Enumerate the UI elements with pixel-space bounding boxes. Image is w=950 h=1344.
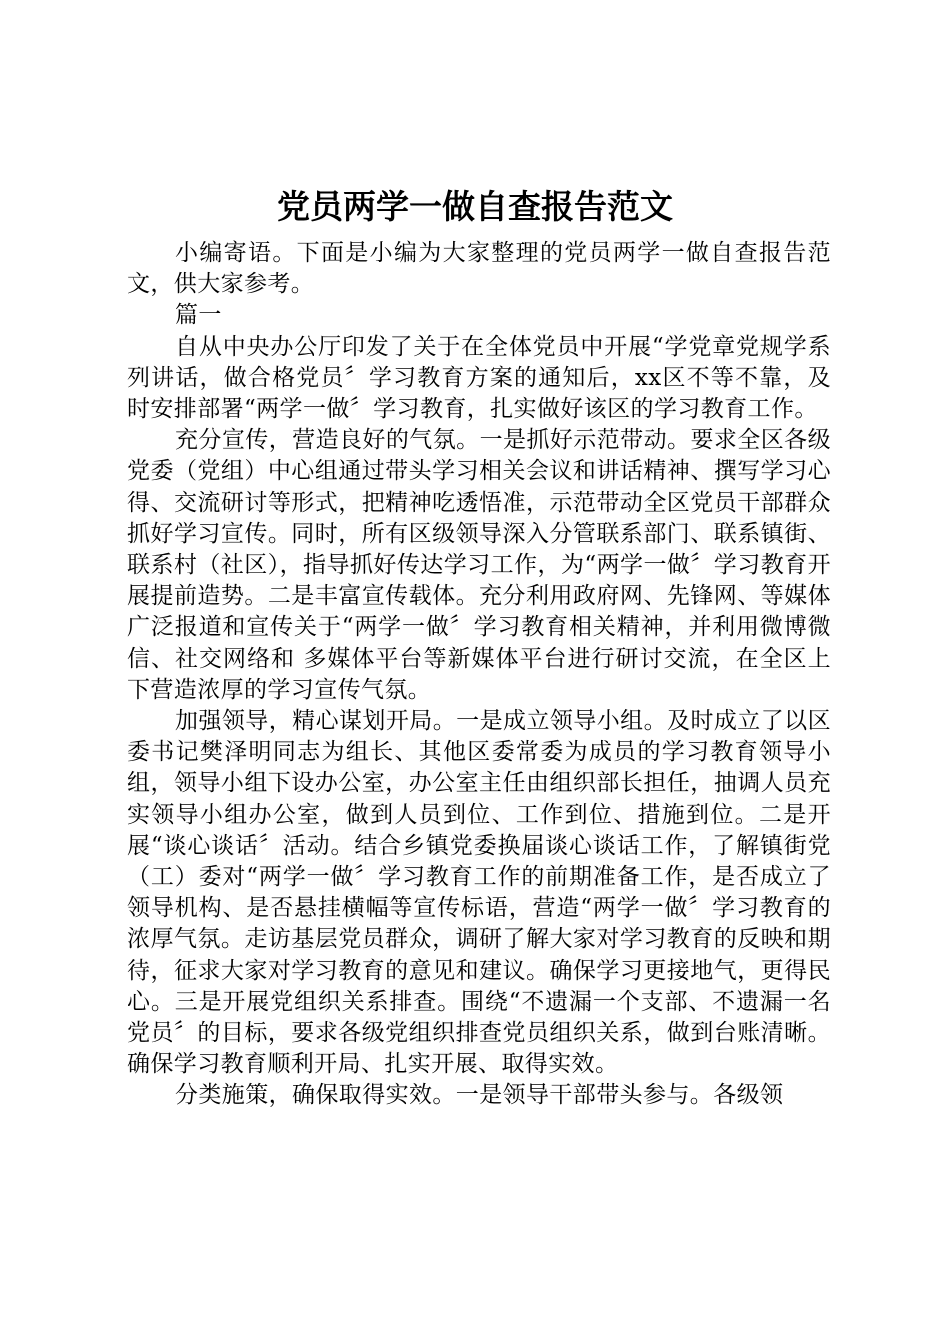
document-title: 党员两学一做自查报告范文 (277, 187, 673, 226)
body-paragraph: 分类施策，确保取得实效。一是领导干部带头参与。各级领 (175, 1082, 784, 1109)
intro-paragraph: 小编寄语。下面是小编为大家整理的党员两学一做自查报告范文，供大家参考。 (127, 240, 831, 298)
body-paragraph: 加强领导，精心谋划开局。一是成立领导小组。及时成立了以区委书记樊泽明同志为组长、其他区委常委为成员的学习教育领导小组，领导小组下设办公室，办公室主任由组织部长担任，抽调人员充实领导小组办公室，做到人员到位、工作到位、措施到位。二是开展“谈心谈话〞活动。结合乡镇党委换届谈心谈话工作，了解镇街党（工）委对“两学一做〞学习教育工作的前期准备工作，是否成立了领导机构、是否悬挂横幅等宣传标语，营造“两学一做〞学习教育的浓厚气氛。走访基层党员群众，调研了解大家对学习教育的反映和期待，征求大家对学习教育的意见和建议。确保学习更接地气，更得民心。三是开展党组织关系排查。围绕“不遗漏一个支部、不遗漏一名党员〞的目标，要求各级党组织排查党员组织关系，做到台账清晰。确保学习教育顺利开局、扎实开展、取得实效。 (127, 708, 831, 1078)
body-paragraph: 充分宣传，营造良好的气氛。一是抓好示范带动。要求全区各级党委（党组）中心组通过带头学习相关会议和讲话精神、撰写学习心得、交流研讨等形式，把精神吃透悟准，示范带动全区党员干部群众抓好学习宣传。同时，所有区级领导深入分管联系部门、联系镇街、联系村（社区），指导抓好传达学习工作，为“两学一做〞学习教育开展提前造势。二是丰富宣传载体。充分利用政府网、先锋网、等媒体广泛报道和宣传关于“两学一做〞学习教育相关精神，并利用微博微信、社交网络和 多媒体平台等新媒体平台进行研讨交流，在全区上下营造浓厚的学习宣传气氛。 (127, 427, 831, 703)
body-paragraph: 自从中央办公厅印发了关于在全体党员中开展“学党章党规学系列讲话，做合格党员〞学习教育方案的通知后，xx区不等不靠，及时安排部署“两学一做〞学习教育，扎实做好该区的学习教育工作。 (127, 333, 831, 423)
section-heading: 篇一 (175, 302, 222, 329)
document-body (127, 238, 831, 1112)
